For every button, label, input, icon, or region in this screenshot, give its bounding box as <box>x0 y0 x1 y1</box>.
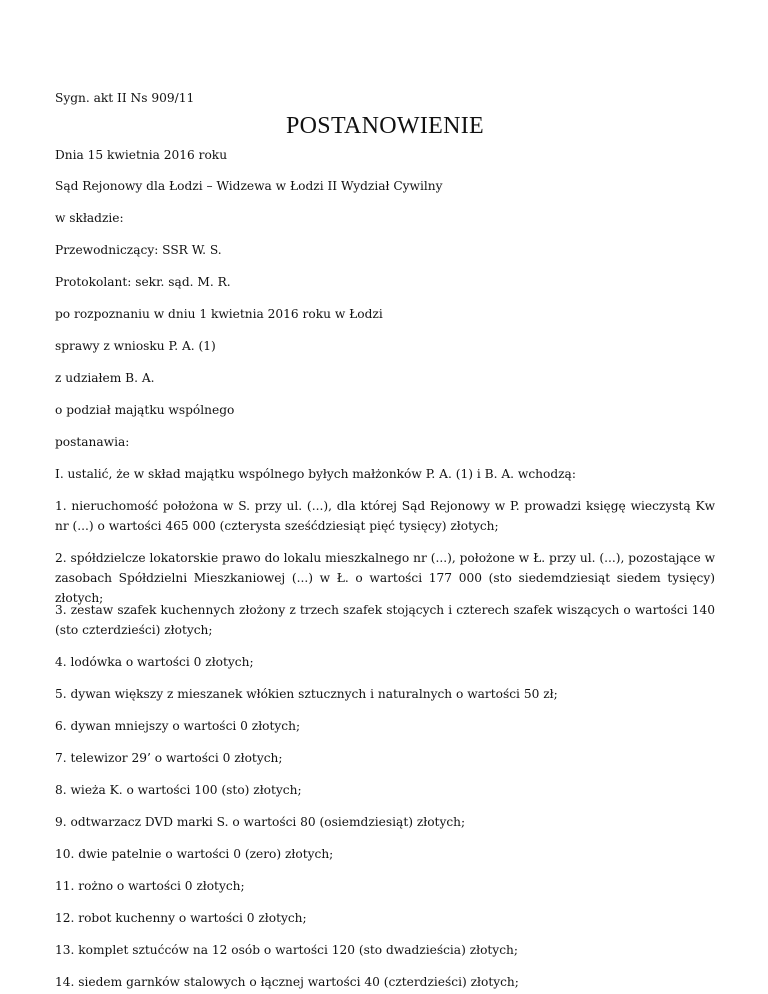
section-1: I. ustalić, że w skład majątku wspólnego byłych małżonków P. A. (1) i B. A. wchodzą: <box>55 467 576 481</box>
document-title: POSTANOWIENIE <box>286 113 484 139</box>
list-item: 9. odtwarzacz DVD marki S. o wartości 80 (osiemdziesiąt) złotych; <box>55 815 466 829</box>
list-item: 13. komplet sztućców na 12 osób o wartości 120 (sto dwadzieścia) złotych; <box>55 943 518 957</box>
list-item: 5. dywan większy z mieszanek włókien sztucznych i naturalnych o wartości 50 zł; <box>55 687 558 701</box>
list-item: 11. rożno o wartości 0 złotych; <box>55 879 245 893</box>
hearing-info: po rozpoznaniu w dniu 1 kwietnia 2016 roku w Łodzi <box>55 307 383 321</box>
list-item: 8. wieża K. o wartości 100 (sto) złotych; <box>55 783 302 797</box>
clerk: Protokolant: sekr. sąd. M. R. <box>55 275 231 289</box>
chairman: Przewodniczący: SSR W. S. <box>55 243 222 257</box>
list-item: 4. lodówka o wartości 0 złotych; <box>55 655 254 669</box>
court-name: Sąd Rejonowy dla Łodzi – Widzewa w Łodzi II Wydział Cywilny <box>55 179 443 193</box>
decides-label: postanawia: <box>55 435 130 449</box>
case-number: Sygn. akt II Ns 909/11 <box>55 91 195 105</box>
list-item: 6. dywan mniejszy o wartości 0 złotych; <box>55 719 301 733</box>
list-item: 14. siedem garnków stalowych o łącznej wartości 40 (czterdzieści) złotych; <box>55 975 519 989</box>
list-item: 10. dwie patelnie o wartości 0 (zero) złotych; <box>55 847 334 861</box>
list-item: 2. spółdzielcze lokatorskie prawo do lokalu mieszkalnego nr (...), położone w Ł. przy ul. (...), pozostające w zasobach Spółdzielni Mieszkaniowej (...) w Ł. o wartości 177 000 (sto siedemdziesiąt siedem tysięcy) złotych; <box>55 551 715 605</box>
case-from: sprawy z wniosku P. A. (1) <box>55 339 216 353</box>
list-item: 1. nieruchomość położona w S. przy ul. (...), dla której Sąd Rejonowy w P. prowadzi księgę wieczystą Kw nr (...) o wartości 465 000 (czterysta sześćdziesiąt pięć tysięcy) złotych; <box>55 499 715 533</box>
list-item: 3. zestaw szafek kuchennych złożony z trzech szafek stojących i czterech szafek wiszących o wartości 140 (sto czterdzieści) złotych; <box>55 603 715 637</box>
case-subject: o podział majątku wspólnego <box>55 403 235 417</box>
decision-date: Dnia 15 kwietnia 2016 roku <box>55 148 228 162</box>
list-item: 12. robot kuchenny o wartości 0 złotych; <box>55 911 307 925</box>
list-item: 7. telewizor 29’ o wartości 0 złotych; <box>55 751 283 765</box>
participant: z udziałem B. A. <box>55 371 155 385</box>
composition-label: w składzie: <box>55 211 124 225</box>
